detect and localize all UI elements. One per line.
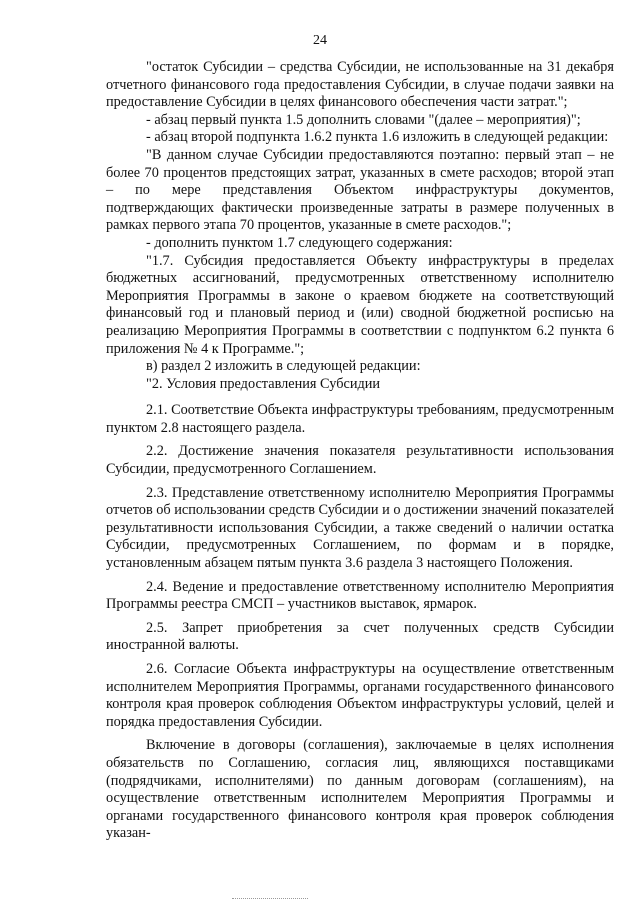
section-heading: "2. Условия предоставления Субсидии	[146, 375, 381, 392]
document-body	[106, 59, 614, 843]
paragraph: 2.3. Представление ответственному исполнителю Мероприятия Программы отчетов об использовании средств Субсидии и о достижении значений показателей результативности использования Субсидии, а также сведений о наличии остатка Субсидии, предусмотренных Соглашением, по формам и в порядке, установленным абзацем пятым пункта 3.6 раздела 3 настоящего Положения.	[106, 484, 614, 572]
paragraph: "1.7. Субсидия предоставляется Объекту инфраструктуры в пределах бюджетных ассигнований, предусмотренных ответственному исполнителю Мероприятия Программы в законе о краевом бюджете на соответствующий финансовый год и плановый период и (или) сводной бюджетной росписью на реализацию Мероприятия Программы в соответствии с подпунктом 6.2 пункта 6 приложения № 4 к Программе.";	[106, 252, 614, 357]
paragraph: 2.1. Соответствие Объекта инфраструктуры требованиям, предусмотренным пунктом 2.8 настоящего раздела.	[106, 402, 614, 436]
paragraph: в) раздел 2 изложить в следующей редакции:	[146, 358, 421, 375]
paragraph: 2.5. Запрет приобретения за счет полученных средств Субсидии иностранной валюты.	[106, 619, 614, 654]
paragraph: - дополнить пунктом 1.7 следующего содержания:	[146, 234, 453, 251]
paragraph: "остаток Субсидии – средства Субсидии, не использованные на 31 декабря отчетного финансового года предоставления Субсидии, в случае подачи заявки на предоставление Субсидии в целях финансового обеспечения части затрат.";	[106, 59, 614, 111]
paragraph: 2.4. Ведение и предоставление ответственному исполнителю Мероприятия Программы реестра СМСП – участников выставок, ярмарок.	[106, 578, 614, 613]
paragraph: 2.6. Согласие Объекта инфраструктуры на осуществление ответственным исполнителем Мероприятия Программы, органами государственного финансового контроля края проверок соблюдения Объектом инфраструктуры условий, целей и порядка предоставления Субсидии.	[106, 661, 614, 730]
scan-artifact	[232, 898, 308, 901]
page-number: 24	[313, 33, 327, 48]
paragraph: - абзац второй подпункта 1.6.2 пункта 1.6 изложить в следующей редакции:	[146, 129, 609, 146]
paragraph: "В данном случае Субсидии предоставляются поэтапно: первый этап – не более 70 процентов предстоящих затрат, указанных в смете расходов; второй этап – по мере представления Объектом инфраструктуры документов, подтверждающих фактически произведенные затраты в размере полученных в рамках первого этапа 70 процентов, указанные в смете расходов.";	[106, 146, 614, 234]
paragraph: - абзац первый пункта 1.5 дополнить словами "(далее – мероприятия)";	[146, 111, 581, 128]
paragraph: Включение в договоры (соглашения), заключаемые в целях исполнения обязательств по Соглашению, согласия лиц, являющихся поставщиками (подрядчиками, исполнителями) по данным договорам (соглашениям), на осуществление ответственным исполнителем Мероприятия Программы и органами государственного финансового контроля края проверок соблюдения указан-	[106, 737, 614, 842]
paragraph: 2.2. Достижение значения показателя результативности использования Субсидии, предусмотренного Соглашением.	[106, 443, 614, 478]
